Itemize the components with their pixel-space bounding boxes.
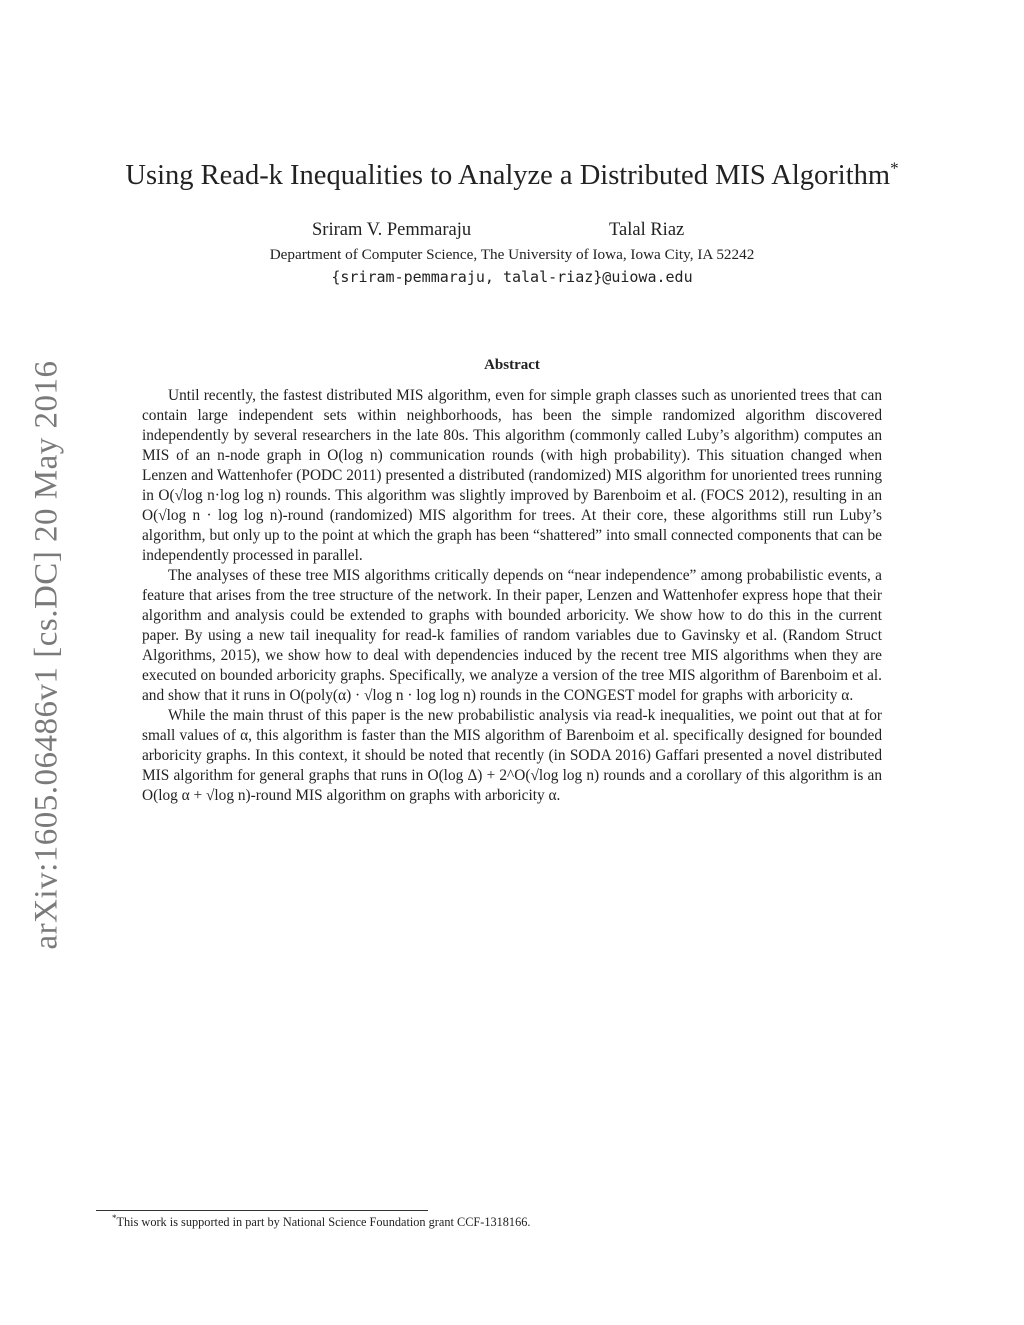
abstract-body [142, 386, 882, 806]
paper-title-text: Using Read-k Inequalities to Analyze a Distributed MIS Algorithm [125, 160, 891, 191]
footnote-mark: * [112, 1212, 117, 1223]
abstract-paragraph: The analyses of these tree MIS algorithms critically depends on “near independence” among probabilistic events, a feature that arises from the tree structure of the network. In their paper, Lenzen and Wattenhofer express hope that their algorithm and analysis could be extended to graphs with bounded arboricity. We show how to do this in the current paper. By using a new tail inequality for read-k families of random variables due to Gavinsky et al. (Random Struct Algorithms, 2015), we show how to deal with dependencies induced by the recent tree MIS algorithms when they are executed on bounded arboricity graphs. Specifically, we analyze a version of the tree MIS algorithm of Barenboim et al. and show that it runs in O(poly(α) · √log n · log log n) rounds in the CONGEST model for graphs with arboricity α. [142, 567, 882, 704]
author-name: Talal Riaz [609, 220, 685, 240]
author-email: {sriram-pemmaraju, talal-riaz}@uiowa.edu [331, 268, 693, 286]
footnote-text: This work is supported in part by National Science Foundation grant CCF-1318166. [116, 1215, 531, 1229]
footnote [112, 1212, 892, 1230]
abstract-paragraph: While the main thrust of this paper is the new probabilistic analysis via read-k inequalities, we point out that at for small values of α, this algorithm is faster than the MIS algorithm of Barenboim et al. specifically designed for bounded arboricity graphs. In this context, it should be noted that recently (in SODA 2016) Gaffari presented a novel distributed MIS algorithm for general graphs that runs in O(log Δ) + 2^O(√log log n) rounds and a corollary of this algorithm is an O(log α + √log n)-round MIS algorithm on graphs with arboricity α. [142, 707, 882, 804]
footnote-divider [96, 1210, 428, 1211]
abstract-paragraph: Until recently, the fastest distributed MIS algorithm, even for simple graph classes such as unoriented trees that can contain large independent sets within neighborhoods, has been the simple randomized algorithm discovered independently by several researchers in the late 80s. This algorithm (commonly called Luby’s algorithm) computes an MIS of an n-node graph in O(log n) communication rounds (with high probability). This situation changed when Lenzen and Wattenhofer (PODC 2011) presented a distributed (randomized) MIS algorithm for unoriented trees running in O(√log n·log log n) rounds. This algorithm was slightly improved by Barenboim et al. (FOCS 2012), resulting in an O(√log n · log log n)-round (randomized) MIS algorithm for trees. At their core, these algorithms still run Luby’s algorithm, but only up to the point at which the graph has been “shattered” into small connected components that can be independently processed in parallel. [142, 387, 882, 564]
arxiv-identifier-stamp: arXiv:1605.06486v1 [cs.DC] 20 May 2016 [28, 360, 65, 950]
paper-title [112, 160, 912, 192]
title-footnote-mark: * [890, 158, 899, 178]
abstract-heading: Abstract [484, 357, 540, 373]
author-affiliation: Department of Computer Science, The University of Iowa, Iowa City, IA 52242 [269, 246, 755, 263]
author-name: Sriram V. Pemmaraju [312, 220, 472, 240]
